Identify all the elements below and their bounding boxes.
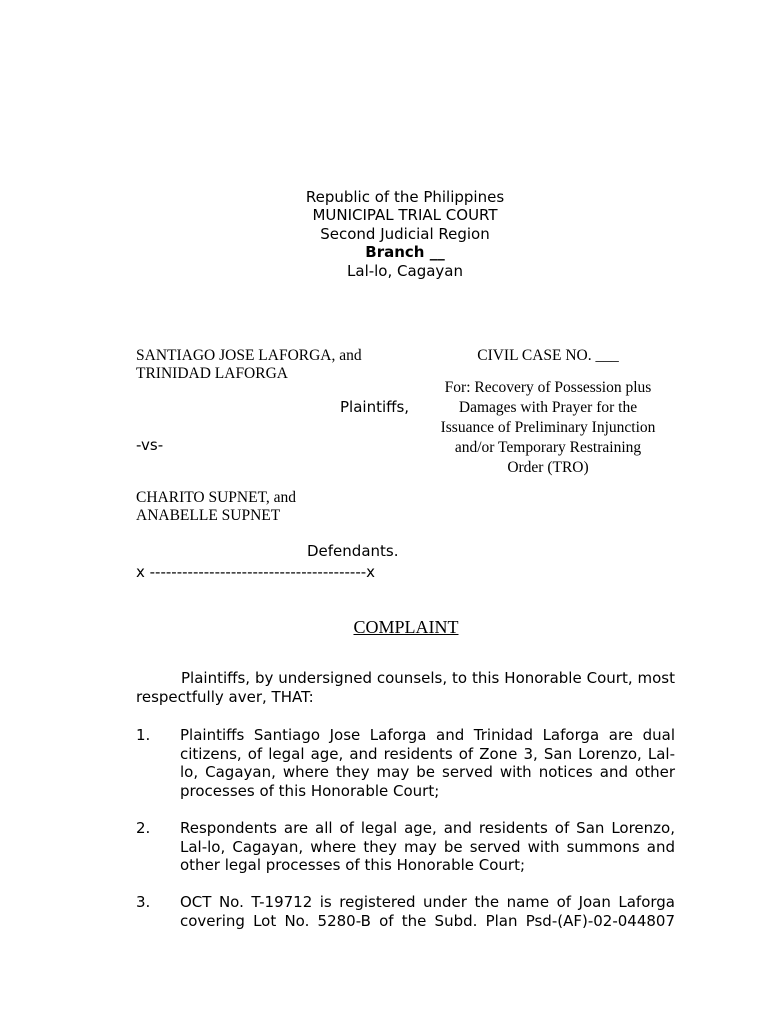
- case-nature-line: For: Recovery of Possession plus: [444, 379, 652, 396]
- allegation-text: OCT No. T-19712 is registered under the name of Joan Laforga covering Lot No. 5280-B of the Subd. Plan Psd-(AF)-02-044807: [180, 893, 675, 930]
- court-header-country: Republic of the Philippines: [305, 188, 505, 206]
- civil-case-number: CIVIL CASE NO. ___: [477, 347, 619, 364]
- case-nature: [430, 378, 666, 478]
- defendants-name-line2: ANABELLE SUPNET: [136, 507, 281, 524]
- document-title: COMPLAINT: [353, 617, 459, 637]
- allegation-text: Respondents are all of legal age, and residents of San Lorenzo, Lal-lo, Cagayan, where they may be served with summons and other legal processes of this Honorable Court;: [180, 819, 675, 874]
- plaintiffs-label: Plaintiffs,: [340, 398, 410, 416]
- versus-label: -vs-: [136, 436, 164, 454]
- plaintiffs-name-line1: SANTIAGO JOSE LAFORGA, and: [136, 347, 362, 364]
- allegation-number: 3.: [136, 893, 151, 911]
- caption-separator: x ----------------------------------------x: [136, 563, 376, 581]
- court-header-location: Lal-lo, Cagayan: [347, 261, 463, 280]
- allegation-number: 1.: [136, 726, 151, 744]
- court-header-region: Second Judicial Region: [320, 224, 490, 243]
- court-header-court: MUNICIPAL TRIAL COURT: [312, 206, 498, 225]
- allegation-text: Plaintiffs Santiago Jose Laforga and Trinidad Laforga are dual citizens, of legal age, and residents of Zone 3, San Lorenzo, Lal-lo, Cagayan, where they may be served with notices and other processes of this Honorable Court;: [180, 726, 675, 800]
- plaintiffs-name-line2: TRINIDAD LAFORGA: [136, 365, 288, 382]
- defendants-label: Defendants.: [307, 542, 399, 560]
- defendants-name-line1: CHARITO SUPNET, and: [136, 489, 297, 506]
- allegation-number: 2.: [136, 819, 151, 837]
- case-nature-line: Damages with Prayer for the: [458, 399, 638, 416]
- court-header-branch: Branch __: [365, 243, 445, 262]
- case-nature-line: Issuance of Preliminary Injunction: [440, 419, 656, 436]
- intro-paragraph: Plaintiffs, by undersigned counsels, to this Honorable Court, most respectfully aver, THAT:: [136, 669, 675, 706]
- case-nature-line: Order (TRO): [507, 459, 589, 476]
- court-header: [0, 188, 768, 280]
- case-nature-line: and/or Temporary Restraining: [454, 439, 642, 456]
